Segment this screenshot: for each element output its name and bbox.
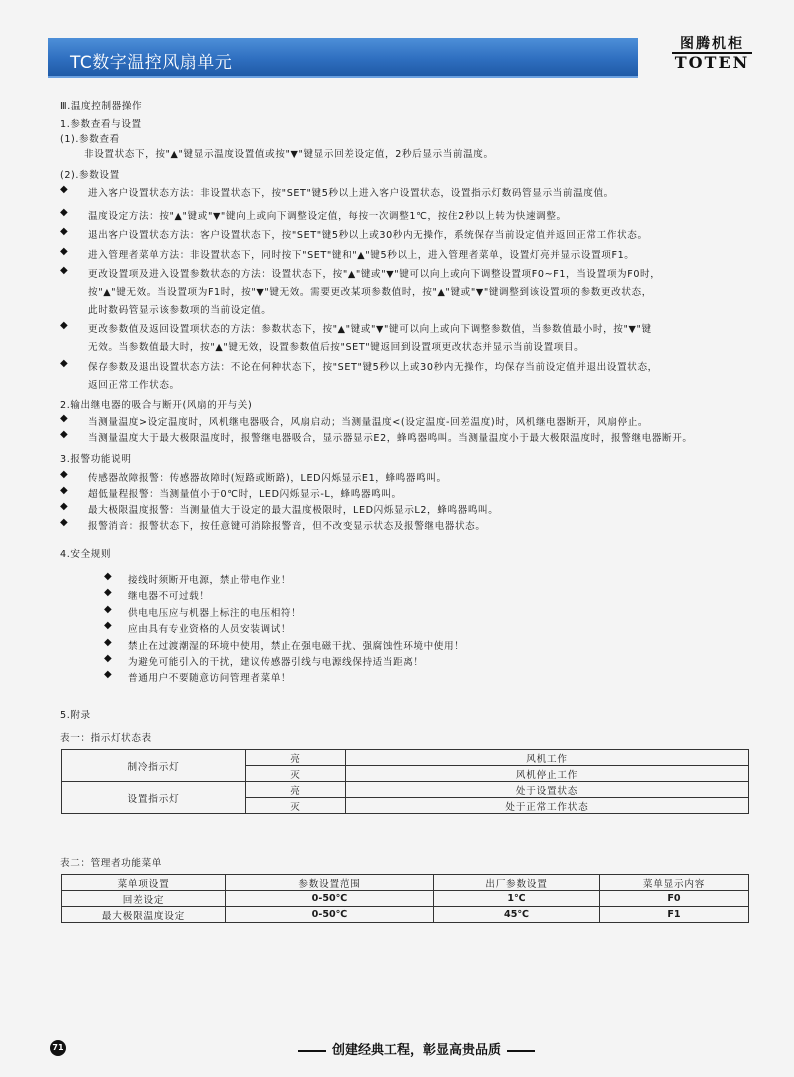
bullet-diamond-icon: ◆ [104, 587, 112, 598]
list-item: 禁止在过渡潮湿的环境中使用，禁止在强电磁干扰、强腐蚀性环境中使用！ [128, 641, 465, 652]
table-cell: 45℃ [434, 907, 600, 923]
bullet-diamond-icon: ◆ [104, 620, 112, 631]
table-header-cell: 菜单显示内容 [600, 875, 749, 891]
table-cell: 亮 [246, 750, 346, 766]
logo-chinese-text: 图腾机柜 [680, 36, 744, 52]
table1-caption: 表一：指示灯状态表 [60, 733, 152, 744]
bullet-diamond-icon: ◆ [104, 669, 112, 680]
bullet-diamond-icon: ◆ [104, 604, 112, 615]
list-item: 接线时须断开电源，禁止带电作业！ [128, 575, 292, 586]
brand-logo [672, 36, 752, 72]
subheading-relay: 2.输出继电器的吸合与断开(风扇的开与关) [60, 400, 253, 411]
list-item-continued: 返回正常工作状态。 [88, 380, 180, 391]
bullet-diamond-icon: ◆ [60, 320, 68, 331]
subheading-param-view: (1).参数查看 [60, 134, 120, 145]
footer-slogan-text: 创建经典工程，彰显高贵品质 [332, 1043, 502, 1058]
subheading-safety: 4.安全规则 [60, 549, 112, 560]
bullet-diamond-icon: ◆ [60, 358, 68, 369]
list-item: 普通用户不要随意访问管理者菜单！ [128, 673, 292, 684]
table-cell: F1 [600, 907, 749, 923]
table-cell: 处于正常工作状态 [346, 798, 749, 814]
list-item-continued: 按"▲"键无效。当设置项为F1时，按"▼"键无效。需要更改某项参数值时，按"▲"键或"▼"键调整到该设置项的参数更改状态， [88, 287, 652, 298]
param-view-text: 非设置状态下，按"▲"键显示温度设置值或按"▼"键显示回差设定值，2秒后显示当前温度。 [84, 149, 494, 160]
list-item: 更改设置项及进入设置参数状态的方法：设置状态下，按"▲"键或"▼"键可以向上或向下调整设置项F0~F1，当设置项为F0时， [88, 269, 661, 280]
table2-caption: 表二：管理者功能菜单 [60, 858, 162, 869]
table-header-row [62, 875, 749, 891]
subheading-appendix: 5.附录 [60, 710, 91, 721]
bullet-diamond-icon: ◆ [104, 637, 112, 648]
table-cell: 0-50℃ [226, 891, 434, 907]
bullet-diamond-icon: ◆ [60, 184, 68, 195]
table-header-cell: 出厂参数设置 [434, 875, 600, 891]
page-number-badge: 71 [50, 1040, 66, 1056]
footer-rule-right [507, 1050, 535, 1052]
bullet-diamond-icon: ◆ [60, 265, 68, 276]
list-item: 传感器故障报警：传感器故障时(短路或断路)，LED闪烁显示E1，蜂鸣器鸣叫。 [88, 473, 447, 484]
bullet-diamond-icon: ◆ [60, 246, 68, 257]
list-item: 超低量程报警：当测量值小于0℃时，LED闪烁显示-L，蜂鸣器鸣叫。 [88, 489, 402, 500]
table-row [62, 907, 749, 923]
table-row [62, 750, 749, 766]
bullet-diamond-icon: ◆ [60, 485, 68, 496]
list-item: 当测量温度>设定温度时，风机继电器吸合，风扇启动；当测量温度<(设定温度-回差温度)时，风机继电器断开，风扇停止。 [88, 417, 649, 428]
list-item-continued: 无效。当参数值最大时，按"▲"键无效，设置参数值后按"SET"键返回到设置项更改状态并显示当前设置项目。 [88, 342, 585, 353]
table-header-cell: 参数设置范围 [226, 875, 434, 891]
bullet-diamond-icon: ◆ [60, 413, 68, 424]
table-cell: 最大极限温度设定 [62, 907, 226, 923]
table-row [62, 891, 749, 907]
table-cell: 灭 [246, 766, 346, 782]
list-item: 保存参数及退出设置状态方法：不论在何种状态下，按"SET"键5秒以上或30秒内无操作，均保存当前设定值并退出设置状态， [88, 362, 658, 373]
footer-slogan [292, 1039, 541, 1058]
list-item: 温度设定方法：按"▲"键或"▼"键向上或向下调整设定值，每按一次调整1℃，按住2秒以上转为快速调整。 [88, 211, 567, 222]
section-heading: Ⅲ.温度控制器操作 [60, 101, 143, 112]
table-cell: 回差设定 [62, 891, 226, 907]
list-item: 报警消音：报警状态下，按任意键可消除报警音，但不改变显示状态及报警继电器状态。 [88, 521, 486, 532]
table-cell: 0-50℃ [226, 907, 434, 923]
list-item: 继电器不可过载！ [128, 591, 210, 602]
page-title: TC数字温控风扇单元 [70, 53, 233, 73]
table-cell: 1℃ [434, 891, 600, 907]
table-cell: 风机停止工作 [346, 766, 749, 782]
bullet-diamond-icon: ◆ [60, 469, 68, 480]
footer-rule-left [298, 1050, 326, 1052]
table-cell: 风机工作 [346, 750, 749, 766]
list-item: 进入客户设置状态方法：非设置状态下，按"SET"键5秒以上进入客户设置状态，设置指示灯数码管显示当前温度值。 [88, 188, 614, 199]
bullet-diamond-icon: ◆ [104, 653, 112, 664]
table-cell: 灭 [246, 798, 346, 814]
bullet-diamond-icon: ◆ [60, 501, 68, 512]
table-header-cell: 菜单项设置 [62, 875, 226, 891]
list-item: 退出客户设置状态方法：客户设置状态下，按"SET"键5秒以上或30秒内无操作，系统保存当前设定值并返回正常工作状态。 [88, 230, 648, 241]
list-item: 进入管理者菜单方法：非设置状态下，同时按下"SET"键和"▲"键5秒以上，进入管理者菜单，设置灯亮并显示设置项F1。 [88, 250, 635, 261]
admin-menu-table [61, 874, 749, 923]
table-row [62, 782, 749, 798]
list-item: 更改参数值及返回设置项状态的方法：参数状态下，按"▲"键或"▼"键可以向上或向下调整参数值，当参数值最小时，按"▼"键 [88, 324, 652, 335]
list-item: 供电电压应与机器上标注的电压相符！ [128, 608, 302, 619]
subheading-param-view-set: 1.参数查看与设置 [60, 119, 142, 130]
bullet-diamond-icon: ◆ [104, 571, 112, 582]
table-cell: 处于设置状态 [346, 782, 749, 798]
list-item-continued: 此时数码管显示该参数项的当前设定值。 [88, 305, 272, 316]
list-item: 应由具有专业资格的人员安装调试！ [128, 624, 292, 635]
table-cell: 设置指示灯 [62, 782, 246, 814]
subheading-param-set: (2).参数设置 [60, 170, 120, 181]
list-item: 当测量温度大于最大极限温度时，报警继电器吸合，显示器显示E2，蜂鸣器鸣叫。当测量温度小于最大极限温度时，报警继电器断开。 [88, 433, 693, 444]
table-cell: 制冷指示灯 [62, 750, 246, 782]
table-cell: F0 [600, 891, 749, 907]
bullet-diamond-icon: ◆ [60, 207, 68, 218]
bullet-diamond-icon: ◆ [60, 226, 68, 237]
list-item: 为避免可能引入的干扰，建议传感器引线与电源线保持适当距离！ [128, 657, 424, 668]
indicator-status-table [61, 749, 749, 814]
bullet-diamond-icon: ◆ [60, 517, 68, 528]
list-item: 最大极限温度报警：当测量值大于设定的最大温度极限时，LED闪烁显示L2，蜂鸣器鸣叫。 [88, 505, 499, 516]
table-cell: 亮 [246, 782, 346, 798]
title-banner [48, 38, 638, 78]
logo-english-text: TOTEN [672, 52, 752, 72]
bullet-diamond-icon: ◆ [60, 429, 68, 440]
subheading-alarm: 3.报警功能说明 [60, 454, 132, 465]
